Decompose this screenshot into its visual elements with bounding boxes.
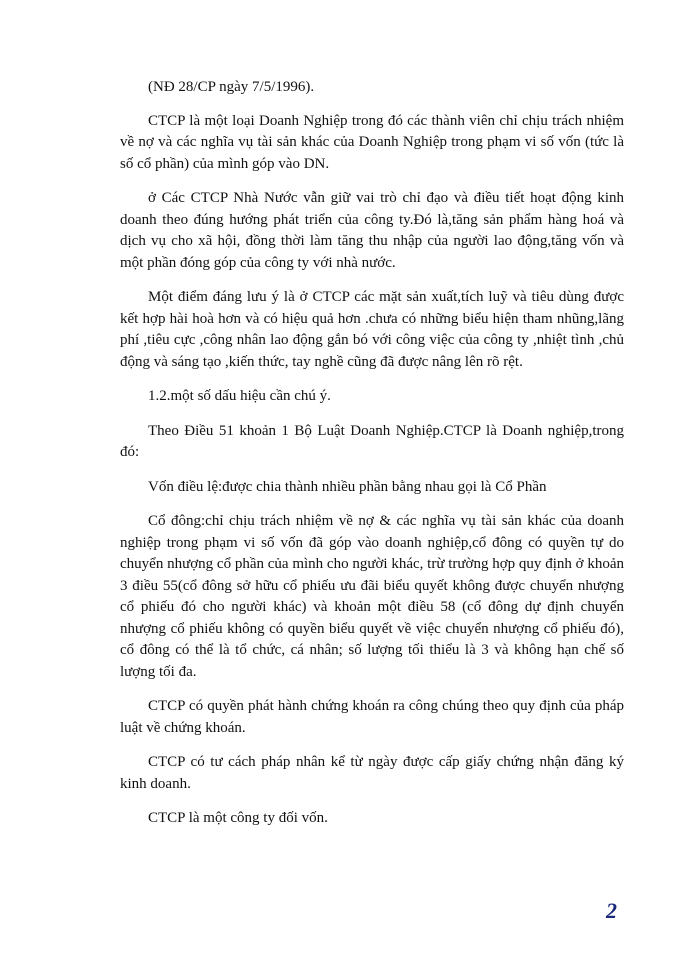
paragraph-shareholders: Cổ đông:chỉ chịu trách nhiệm về nợ & các nghĩa vụ tài sản khác của doanh nghiệp trong phạm vi số vốn đã góp vào doanh nghiệp,cổ đông có quyền tự do chuyển nhượng cổ phần của mình cho người khác, trừ trường hợp quy định ở khoản 3 điều 55(cổ đông sở hữu cổ phiếu ưu đãi biểu quyết không được chuyển nhượng cổ phiếu đó cho người khác) và khoản một điều 58 (cổ đông dự định chuyển nhượng cổ phiếu không có quyền biểu quyết về việc chuyển nhượng cổ phiếu đó), cổ đông có thể là tổ chức, cá nhân; số lượng tối thiểu là 3 và không hạn chế số lượng tối đa. bbox=[120, 513, 624, 680]
paragraph-capital-company: CTCP là một công ty đối vốn. bbox=[148, 810, 328, 826]
page-number: 2 bbox=[606, 898, 617, 923]
section-heading-1-2: 1.2.một số dấu hiệu cần chú ý. bbox=[148, 388, 331, 404]
paragraph-securities: CTCP có quyền phát hành chứng khoán ra công chúng theo quy định của pháp luật về chứng khoán. bbox=[120, 698, 624, 736]
paragraph-article-51: Theo Điều 51 khoản 1 Bộ Luật Doanh Nghiệp.CTCP là Doanh nghiệp,trong đó: bbox=[120, 422, 624, 460]
paragraph-notable-point: Một điểm đáng lưu ý là ở CTCP các mặt sản xuất,tích luỹ và tiêu dùng được kết hợp hài hoà hơn và có hiệu quả hơn .chưa có những biểu hiện tham nhũng,lãng phí ,tiêu cực ,công nhân lao động gắn bó với công việc của công ty ,nhiệt tình ,chủ động và sáng tạo ,kiến thức, tay nghề cũng đã được nâng lên rõ rệt. bbox=[120, 289, 624, 370]
paragraph-ctcp-definition: CTCP là một loại Doanh Nghiệp trong đó các thành viên chỉ chịu trách nhiệm về nợ và các nghĩa vụ tài sản khác của Doanh Nghiệp trong phạm vi số vốn (tức là số cổ phần) của mình góp vào DN. bbox=[120, 112, 624, 172]
document-body bbox=[120, 77, 624, 843]
paragraph-decree-reference: (NĐ 28/CP ngày 7/5/1996). bbox=[148, 79, 315, 95]
paragraph-charter-capital: Vốn điều lệ:được chia thành nhiều phần bằng nhau gọi là Cổ Phần bbox=[148, 478, 547, 495]
paragraph-state-role: ở Các CTCP Nhà Nước vẫn giữ vai trò chỉ đạo và điều tiết hoạt động kinh doanh theo đúng hướng phát triển của công ty.Đó là,tăng sản phẩm hàng hoá và dịch vụ cho xã hội, đồng thời làm tăng thu nhập của người lao động,tăng vốn và một phần đóng góp của công ty với nhà nước. bbox=[120, 190, 624, 271]
paragraph-legal-entity: CTCP có tư cách pháp nhân kể từ ngày được cấp giấy chứng nhận đăng ký kinh doanh. bbox=[120, 754, 624, 792]
